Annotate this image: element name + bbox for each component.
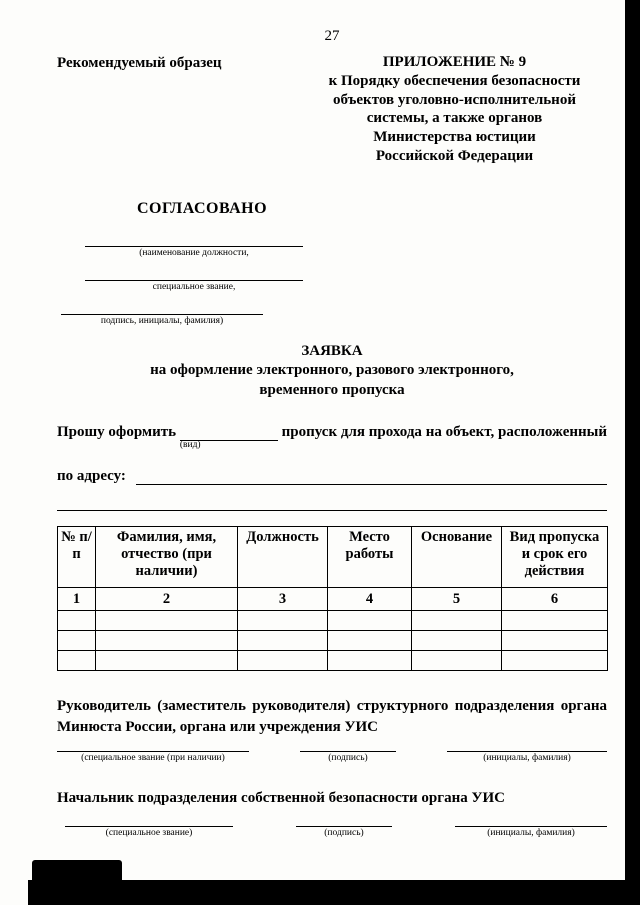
signature-caption-rank: (специальное звание): [65, 826, 233, 838]
empty-cell: [58, 631, 96, 651]
sample-label: Рекомендуемый образец: [57, 55, 222, 71]
signature-row: [57, 751, 607, 763]
column-number-cell: 2: [96, 588, 238, 611]
document-page: [57, 28, 607, 838]
empty-cell: [238, 651, 328, 671]
signature-blank-line: [61, 300, 263, 315]
empty-cell: [328, 611, 412, 631]
form-title-line: ЗАЯВКА: [301, 342, 363, 359]
signature-row: [57, 826, 607, 838]
appendix-line: к Порядку обеспечения безопасности: [328, 72, 581, 89]
appendix-line: Министерства юстиции: [373, 129, 536, 145]
pass-request-table: [57, 526, 608, 671]
column-number-cell: 4: [328, 588, 412, 611]
form-title-line: на оформление электронного, разового электронного,: [150, 362, 514, 378]
appendix-line: системы, а также органов: [366, 110, 543, 127]
appendix-title: ПРИЛОЖЕНИЕ № 9: [382, 54, 527, 70]
table-row: [58, 651, 608, 671]
empty-cell: [412, 631, 502, 651]
table-header-cell: Основание: [412, 527, 502, 588]
signature-caption-rank: (специальное звание (при наличии): [57, 751, 249, 763]
column-number-cell: 3: [238, 588, 328, 611]
request-prefix: Прошу оформить: [57, 424, 177, 440]
empty-cell: [96, 631, 238, 651]
address-continuation-line: [57, 510, 607, 511]
form-title: [57, 342, 607, 401]
scan-artifact-bottom-bar: [28, 880, 640, 905]
empty-cell: [502, 631, 608, 651]
table-header-cell: Фамилия, имя, отчество (при наличии): [96, 527, 238, 588]
signature-caption-sign: (подпись): [296, 826, 392, 838]
scan-artifact-corner-blob: [32, 860, 122, 883]
page-number: 27: [324, 28, 340, 44]
pass-type-blank: [179, 425, 278, 450]
empty-cell: [96, 651, 238, 671]
column-number-cell: 1: [58, 588, 96, 611]
table-header-cell: № п/п: [58, 527, 96, 588]
field-caption: (наименование должности,: [139, 247, 249, 258]
document-header: [57, 53, 607, 166]
address-blank-line: [136, 467, 607, 485]
request-sentence: [57, 424, 607, 450]
empty-cell: [58, 651, 96, 671]
signature-title-head: Руководитель (заместитель руководителя) структурного подразделения органа Минюста России, органа или учреждения УИС: [57, 698, 607, 735]
signature-blank-line: [85, 232, 303, 247]
address-row: [57, 467, 607, 485]
signature-caption-name: (инициалы, фамилия): [447, 751, 607, 763]
signature-caption-sign: (подпись): [300, 751, 396, 763]
approval-title: СОГЛАСОВАНО: [137, 199, 268, 217]
approval-field: [85, 232, 303, 258]
signature-caption-name: (инициалы, фамилия): [455, 826, 607, 838]
empty-cell: [412, 611, 502, 631]
approval-field: [85, 266, 303, 292]
field-caption: подпись, инициалы, фамилия): [100, 315, 224, 326]
column-number-row: [58, 588, 608, 611]
empty-cell: [502, 611, 608, 631]
approval-fields: [57, 232, 607, 326]
table-row: [58, 631, 608, 651]
empty-cell: [502, 651, 608, 671]
empty-cell: [412, 651, 502, 671]
empty-cell: [96, 611, 238, 631]
empty-cell: [328, 651, 412, 671]
empty-cell: [58, 611, 96, 631]
empty-cell: [238, 611, 328, 631]
appendix-line: Российской Федерации: [375, 147, 534, 164]
table-header-cell: Вид пропуска и срок его действия: [502, 527, 608, 588]
appendix-block: [302, 53, 607, 166]
scan-artifact-right-bar: [625, 0, 640, 905]
table-header-row: [58, 527, 608, 588]
column-number-cell: 5: [412, 588, 502, 611]
column-number-cell: 6: [502, 588, 608, 611]
signature-blank-line: [85, 266, 303, 281]
empty-cell: [328, 631, 412, 651]
signature-title-security: Начальник подразделения собственной безопасности органа УИС: [57, 790, 505, 806]
address-label: по адресу:: [57, 468, 126, 484]
table-header-cell: Должность: [238, 527, 328, 588]
pass-type-caption: (вид): [179, 440, 201, 450]
table-row: [58, 611, 608, 631]
form-title-line: временного пропуска: [259, 381, 405, 398]
approval-field: [61, 300, 263, 326]
empty-cell: [238, 631, 328, 651]
appendix-line: объектов уголовно-исполнительной: [333, 91, 576, 108]
request-suffix: пропуск для прохода на объект, расположенный: [281, 424, 607, 440]
field-caption: специальное звание,: [152, 281, 236, 292]
table-header-cell: Место работы: [328, 527, 412, 588]
